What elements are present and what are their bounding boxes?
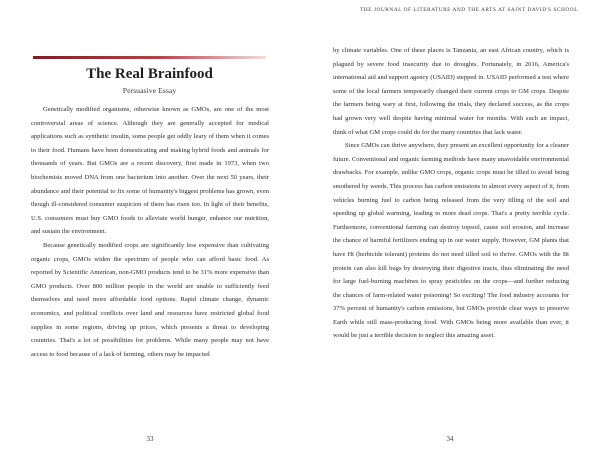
paragraph: Genetically modified organisms, otherwise known as GMOs, are one of the most controversial areas of science. Although they are generally accepted for medical applications such as synthetic insulin, some people get oddly leary of them when it comes to their food. Humans have been domesticating and making hybrid foods and animals for thousands of years. But GMOs are a recent discovery, first made in 1973, when two biochemists moved DNA from one bacterium into another. Over the next 50 years, their abundance and their potential to fix some of humanity's biggest problems has grown, even though ill-considered consumer suspicion of them has risen too. In light of their benefits, U.S. consumers must buy GMO foods to alleviate world hunger, enhance our nutrition, and sustain the environment. [31,106,269,236]
paragraph: Since GMOs can thrive anywhere, they present an excellent opportunity for a cleaner future. Conventional and organic farming methods have many unavoidable environmental drawbacks. For example, unlike GMO crops, organic crops must be tilled to avoid being smothered by weeds. This process has carbon emissions in almost every aspect of it, from vehicles burning fuel to carbon being released from the very tilling of the soil and speeding up global warming, leading to more dead crops. That's a pretty terrible cycle. Furthermore, conventional farming can destroy topsoil, cause soil erosion, and increase the chance of harmful fertilizers ending up in our water supply. However, GM plants that have Ht (herbicide tolerant) proteins do not need tilled soil to thrive. GMOs with the Bt protein can also kill bugs by destroying their digestive tracts, thus eliminating the need for large fuel-burning machines to spray pesticides on the crops—and further reducing the chances of farm-related water poisoning! So exciting! The food industry accounts for 37% percent of humanity's carbon emissions, but GMOs provide clear ways to preserve Earth while still mass-producing food. With GMOs being more available than ever, it would be just a terrible decision to neglect this amazing asset. [333,142,569,340]
right-page [300,0,600,463]
paragraph: by climate variables. One of these places is Tanzania, an east African country, which is plagued by severe food insecurity due to droughts. Fortunately, in 2016, America's international aid and support agency (USAID) stepped in. USAID performed a test where some of the local farmers temporarily changed their current crops to GM crops. Despite the farmers being wary at first, following the trials, they declared success, as the crops had grown very well despite having minimal water for months. With such an impact, think of what GM crops could do for the many countries that lack water. [333,47,569,136]
paragraph: Because genetically modified crops are significantly less expensive than cultivating organic crops, GMOs widen the spectrum of people who can afford basic food. As reported by Scientific American, non-GMO products tend to be 31% more expensive than GMO products. Over 800 million people in the world are unable to sufficiently feed themselves and need more affordable food options. Rapid climate change, dynamic economics, and political conflicts over land and resources have restricted global food supplies in some regions, driving up prices, which presents a threat to developing countries. That's a lot of possibilities for problems. While many people may not have access to food because of a lack of farming, others may be impacted [31,241,269,358]
page-number: 33 [146,435,154,443]
right-body-text [333,44,569,343]
essay-title: The Real Brainfood [86,66,213,82]
essay-subtitle: Persuasive Essay [122,86,177,95]
title-rule [33,56,266,59]
page-number: 34 [446,435,454,443]
left-body-text [31,103,269,361]
running-head: THE JOURNAL OF LITERATURE AND THE ARTS AT SAINT DAVID'S SCHOOL [360,7,578,13]
